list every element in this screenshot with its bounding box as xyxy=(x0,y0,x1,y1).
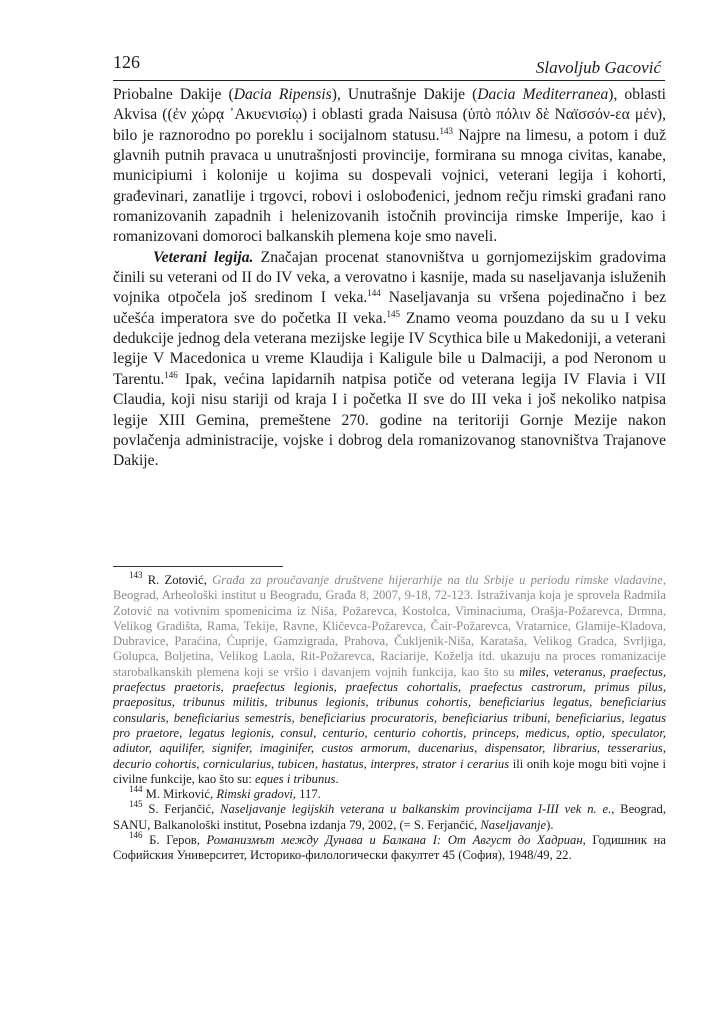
fn143-italic-a: Građa za proučavanje društvene hijerarhije na tlu Srbije u periodu rimske vladavine xyxy=(212,573,663,587)
p1-italic-b: Dacia Mediterranea xyxy=(477,86,609,103)
p1-text-c: ), oblasti Akvisa ((ἐν χώρᾳ ᾿Ακυενισίῳ) i oblasti grada Naisusa (ὑπὸ πόλιν δὲ Ναϊσσόν-εα μέν), bilo je raznorodno po poreklu i socijalnom statusu. xyxy=(113,86,667,144)
footnote-ref-146: 146 xyxy=(164,369,178,380)
fn145-text-b: , Beograd, SANU, Balkanološki institut, Posebna izdanja 79, 2002, (= S. Ferjančić, xyxy=(113,802,666,832)
footnote-rule xyxy=(113,566,283,567)
fn143-italic-c: eques i tribunus xyxy=(255,771,336,786)
section-heading: Veterani legija. xyxy=(153,248,254,266)
footnotes xyxy=(113,570,666,864)
p2-text-a: Značajan procenat stanovništva u gornjomezijskim gradovima činili su veterani od II do IV veka, a verovatno i kasnije, mada su naseljavanja isluženih vojnika otpočela još sredinom I veka. xyxy=(113,248,666,307)
paragraph-2 xyxy=(113,248,666,472)
fn143-text-d: . xyxy=(335,771,339,786)
footnote-number: 146 xyxy=(129,830,143,841)
fn143-italic-b: miles, veteranus, praefectus, praefectus praetoris, praefectus legionis, praefectus cohortalis, praefectus castrorum, primus pilus, praepositus, tribunus militis, tribunus legionis, tribunus cohortis, beneficiarius legatus, beneficiarius consularis, beneficiarius semestris, beneficiarius procuratoris, beneficiarius tribuni, beneficiarius, legatus pro praetore, legatus legionis, consul, centurio, centurio cohortis, princeps, medicus, optio, speculator, adiutor, aquilifer, signifer, imaginifer, custos armorum, ducenarius, dispensator, librarius, tesserarius, decurio cohortis, cornicularius, tubicen, hastatus, interpres, strator i cerarius xyxy=(113,664,666,771)
p2-text-c: Znamo veoma pouzdano da su u I veku dedukcije jednog dela veterana mezijske legije IV Scythica bile u Makedoniji, a veterani legije V Macedonica u vreme Klaudija i Kaligule bile u Dalmaciji, a pod Neronom u Tarentu. xyxy=(113,309,666,388)
p1-italic-a: Dacia Ripensis xyxy=(233,86,332,103)
fn143-text-b: , Beograd, Arheološki institut u Beogradu, Građa 8, 2007, 9-18, 72-123. Istraživanja koja je sprovela Radmila Zotović na votivnim spomenicima iz Niša, Požarevca, Kostolca, Viminaciuma, Orašja-Požarevca, Drmna, Velikog Gradišta, Rama, Tekije, Ravne, Kličevca-Požarevca, Čair-Požarevca, Vratarnice, Glamije-Kladova, Dubravice, Paraćina, Ćuprije, Gamzigrada, Prahova, Čukljenik-Niša, Karataša, Velikog Gradca, Svrljiga, Golupca, Boljetina, Velikog Laola, Rit-Požarevca, Raciarije, Koželja itd. ukazuju na proces romanizacije starobalkanskih plemena koji se vršio i davanjem vojnih funkcija, kao što su xyxy=(113,573,666,679)
footnote-ref-145: 145 xyxy=(386,308,400,319)
p1-text-b: ), Unutrašnje Dakije ( xyxy=(331,86,478,103)
fn145-italic-b: Naseljavanje xyxy=(480,817,547,832)
fn145-italic-a: Naseljavanje legijskih veterana u balkanskim provincijama I-III vek n. e. xyxy=(220,802,612,817)
footnote-ref-144: 144 xyxy=(367,288,381,299)
page-header xyxy=(113,50,661,80)
footnote-number: 143 xyxy=(129,570,143,580)
footnote-number: 144 xyxy=(129,784,143,795)
fn144-italic-a: Rimski gradovi xyxy=(216,787,293,802)
p1-text-d: Najpre na limesu, a potom i duž glavnih putnih pravaca u unutrašnjosti provincije, formirana su mnoga civitas, kanabe, municipiumi i kolonije u kojima su dospevali vojnici, veterani legija i kohorti, građevinari, zanatlije i trgovci, robovi i oslobođenici, jednom rečju rimski građani rano romanizovanih zapadnih i helenizovanih istočnih provincija rimske Imperije, kao i romanizovani domoroci balkanskih plemena koje smo naveli. xyxy=(113,126,666,246)
fn145-text-a: S. Ferjančić, xyxy=(142,802,221,817)
footnote-144 xyxy=(113,784,666,802)
fn143-text-a: R. Zotović, xyxy=(142,573,213,587)
page-number: 126 xyxy=(113,52,140,72)
header-rule xyxy=(113,80,665,81)
fn143-text-c: ili onih koje mogu biti vojne i civilne funkcije, kao što su: xyxy=(113,756,666,786)
fn146-italic-a: Романизмът между Дунава и Балкана I: От Август до Хадриан xyxy=(206,833,583,848)
footnote-number: 145 xyxy=(129,799,143,810)
fn146-text-b: , Годишник на Софийския Университет, Историко-филологически факултет 45 (София), 1948/49, 22. xyxy=(113,833,666,863)
fn145-text-c: ). xyxy=(546,817,554,832)
paragraph-1 xyxy=(113,85,666,248)
p1-text-a: Priobalne Dakije ( xyxy=(113,86,234,103)
p2-text-b: Naseljavanja su vršena pojedinačno i bez učešća imperatora sve do početka II veka. xyxy=(113,289,666,327)
fn146-text-a: Б. Геров, xyxy=(142,833,207,848)
footnote-145 xyxy=(113,799,666,833)
footnote-143 xyxy=(113,570,666,787)
p2-text-d: Ipak, većina lapidarnih natpisa potiče od veterana legija IV Flavia i VII Claudia, koji nisu stariji od kraja I i početka II sve do III veka i još nekoliko natpisa legije XIII Gemina, premeštene 270. godine na teritoriji Gornje Mezije nakon povlačenja administracije, vojske i dobrog dela romanizovanog stanovništva Trajanove Dakije. xyxy=(113,370,666,470)
main-text xyxy=(113,85,666,472)
footnote-146 xyxy=(113,830,666,864)
footnote-ref-143: 143 xyxy=(439,125,453,136)
running-head: Slavoljub Gacović xyxy=(535,58,661,77)
fn144-text-b: , 117. xyxy=(292,787,321,802)
fn144-text-a: M. Mirković, xyxy=(142,787,217,802)
